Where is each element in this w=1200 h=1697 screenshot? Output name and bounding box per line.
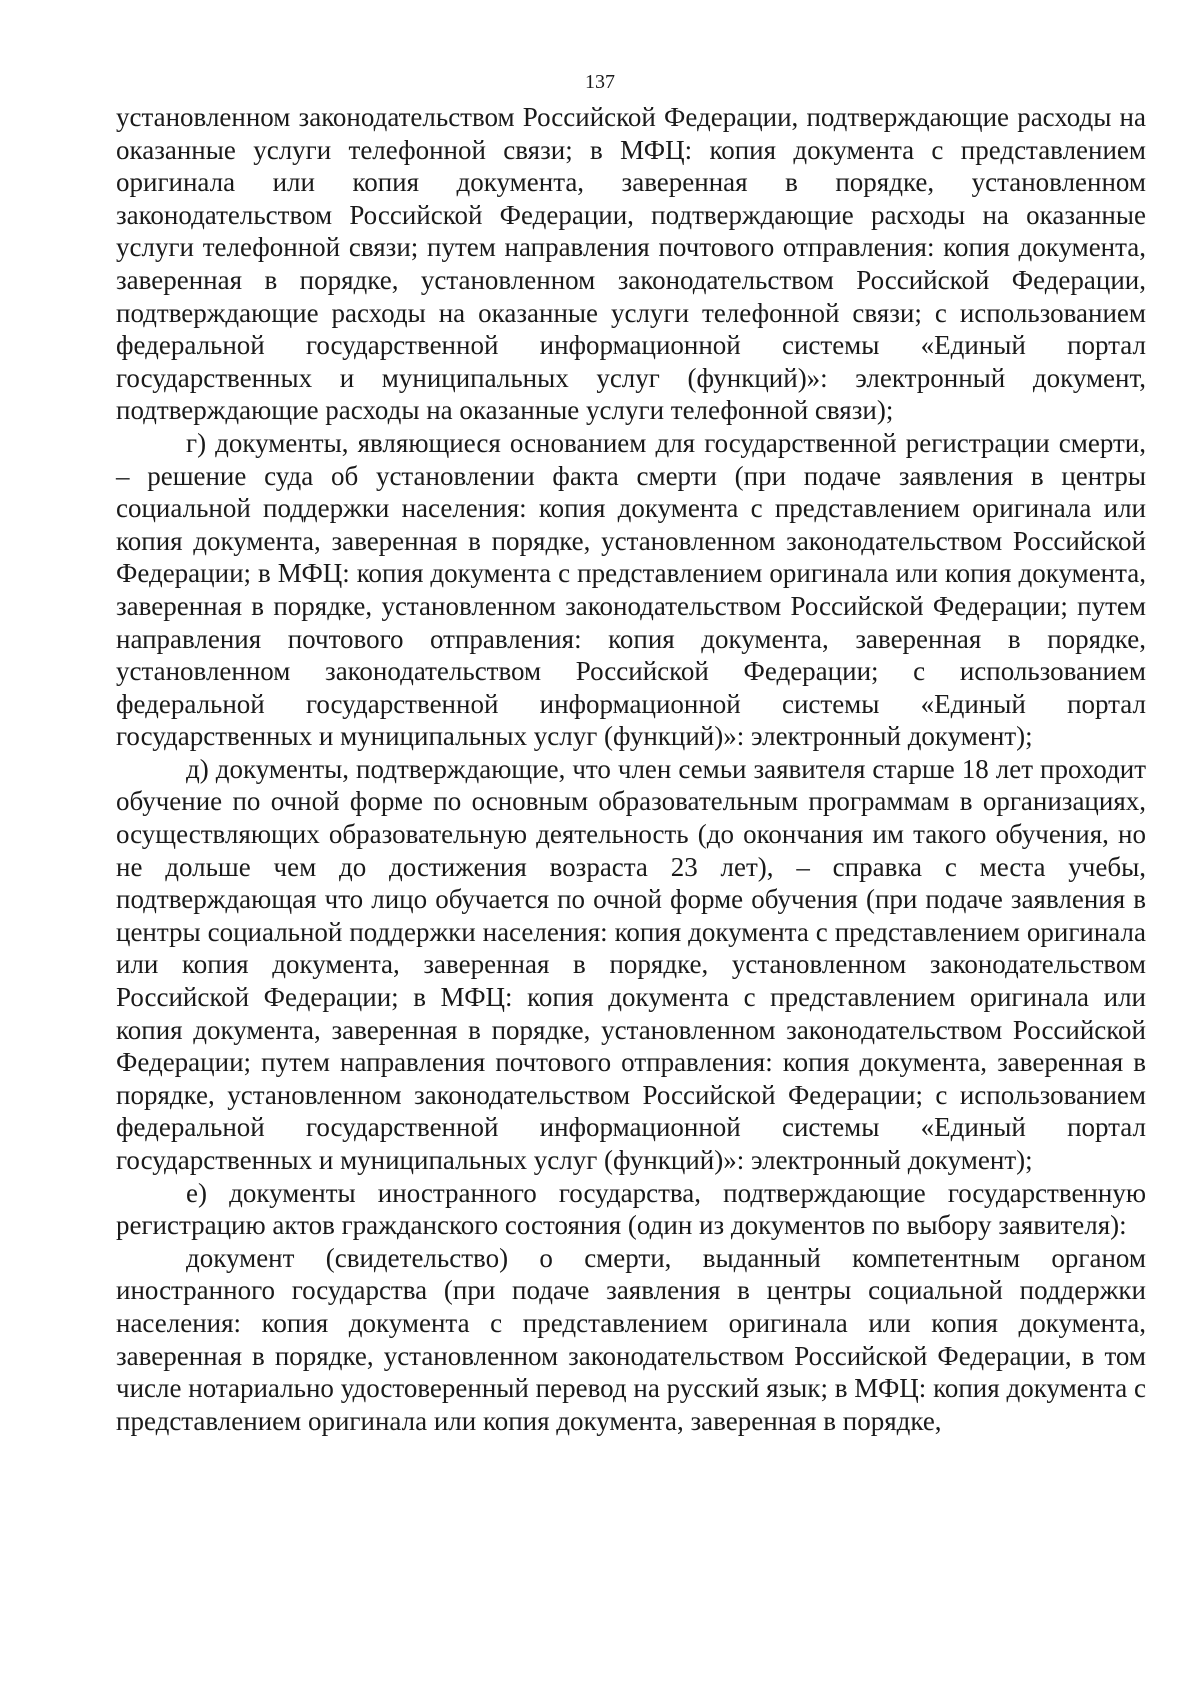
page-number: 137 — [585, 71, 615, 93]
paragraph-item-e: е) документы иностранного государства, подтверждающие государственную регистрацию актов гражданского состояния (один из документов по выбору заявителя): — [116, 1177, 1146, 1241]
document-body — [116, 101, 1146, 1437]
paragraph-death-certificate: документ (свидетельство) о смерти, выданный компетентным органом иностранного государства (при подаче заявления в центры социальной поддержки населения: копия документа с представлением оригинала или копия документа, заверенная в порядке, установленном законодательством Российской Федерации, в том числе нотариально удостоверенный перевод на русский язык; в МФЦ: копия документа с представлением оригинала или копия документа, заверенная в порядке, — [116, 1242, 1146, 1436]
paragraph-item-d: д) документы, подтверждающие, что член семьи заявителя старше 18 лет проходит обучение по очной форме по основным образовательным программам в организациях, осуществляющих образовательную деятельность (до окончания им такого обучения, но не дольше чем до достижения возраста 23 лет), – справка с места учебы, подтверждающая что лицо обучается по очной форме обучения (при подаче заявления в центры социальной поддержки населения: копия документа с представлением оригинала или копия документа, заверенная в порядке, установленном законодательством Российской Федерации; в МФЦ: копия документа с представлением оригинала или копия документа, заверенная в порядке, установленном законодательством Российской Федерации; путем направления почтового отправления: копия документа, заверенная в порядке, установленном законодательством Российской Федерации; с использованием федеральной государственной информационной системы «Единый портал государственных и муниципальных услуг (функций)»: электронный документ); — [116, 753, 1146, 1175]
paragraph-item-g: г) документы, являющиеся основанием для государственной регистрации смерти, – решение суда об установлении факта смерти (при подаче заявления в центры социальной поддержки населения: копия документа с представлением оригинала или копия документа, заверенная в порядке, установленном законодательством Российской Федерации; в МФЦ: копия документа с представлением оригинала или копия документа, заверенная в порядке, установленном законодательством Российской Федерации; путем направления почтового отправления: копия документа, заверенная в порядке, установленном законодательством Российской Федерации; с использованием федеральной государственной информационной системы «Единый портал государственных и муниципальных услуг (функций)»: электронный документ); — [116, 427, 1146, 752]
paragraph-continuation: установленном законодательством Российской Федерации, подтверждающие расходы на оказанные услуги телефонной связи; в МФЦ: копия документа с представлением оригинала или копия документа, заверенная в порядке, установленном законодательством Российской Федерации, подтверждающие расходы на оказанные услуги телефонной связи; путем направления почтового отправления: копия документа, заверенная в порядке, установленном законодательством Российской Федерации, подтверждающие расходы на оказанные услуги телефонной связи; с использованием федеральной государственной информационной системы «Единый портал государственных и муниципальных услуг (функций)»: электронный документ, подтверждающие расходы на оказанные услуги телефонной связи); — [116, 102, 1146, 426]
